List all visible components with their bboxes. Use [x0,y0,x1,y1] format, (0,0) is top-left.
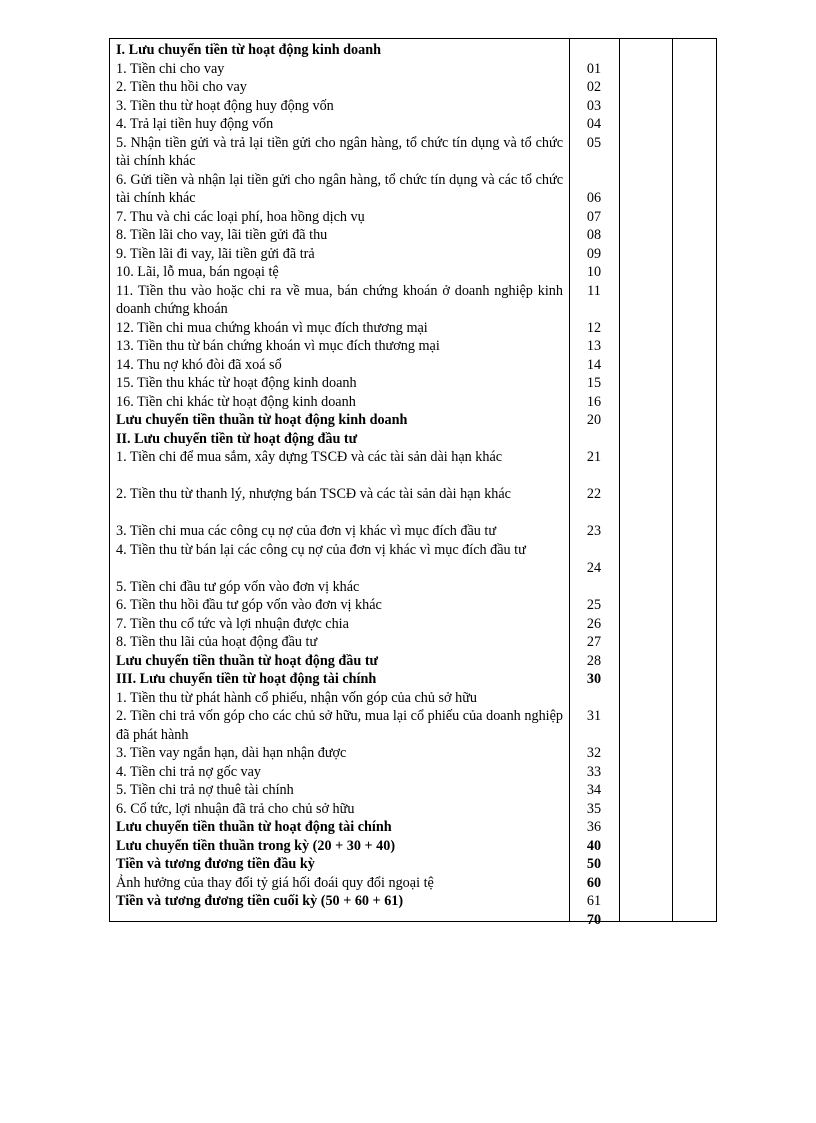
row-label: 3. Tiền thu từ hoạt động huy động vốn [116,97,334,114]
row-label: 11. Tiền thu vào hoặc chi ra về mua, bán chứng khoán ở doanh nghiệp kinh doanh chứng khoán [116,282,563,317]
row-code: 23 [586,523,602,539]
row-label: 10. Lãi, lỗ mua, bán ngoại tệ [116,264,279,280]
row-code: 04 [586,116,602,132]
row-code: 15 [586,375,602,391]
row-label: 6. Gửi tiền và nhận lại tiền gửi cho ngân hàng, tổ chức tín dụng và các tổ chức tài chính khác [116,171,563,206]
row-label: 15. Tiền thu khác từ hoạt động kinh doanh [116,375,357,391]
row-code: 60 [586,874,602,891]
row-label: 9. Tiền lãi đi vay, lãi tiền gửi đã trả [116,245,315,262]
row-code: 34 [586,782,602,798]
column-divider-previous [672,39,673,921]
row-code: 26 [586,615,602,632]
row-code: 13 [586,338,602,354]
row-code: 36 [586,819,602,835]
row-label: 7. Thu và chi các loại phí, hoa hồng dịch vụ [116,208,365,225]
row-label: 3. Tiền chi mua các công cụ nợ của đơn vị khác vì mục đích đầu tư [116,523,497,539]
row-label: 6. Cổ tức, lợi nhuận đã trả cho chủ sở hữu [116,800,355,817]
row-code: 05 [586,134,602,151]
row-code: 32 [586,745,602,761]
row-code: 40 [586,837,602,854]
row-code: 03 [586,97,602,114]
row-label: 13. Tiền thu từ bán chứng khoán vì mục đích thương mại [116,338,440,354]
row-label: 1. Tiền thu từ phát hành cổ phiếu, nhận vốn góp của chủ sở hữu [116,689,477,706]
row-label: Lưu chuyển tiền thuần từ hoạt động đầu tư [116,652,379,669]
row-code: 70 [586,911,602,928]
row-label: 4. Tiền thu từ bán lại các công cụ nợ của đơn vị khác vì mục đích đầu tư [116,541,526,558]
row-code: 01 [586,60,602,77]
row-code: 35 [586,800,602,817]
row-code: 07 [586,208,602,225]
row-label: 2. Tiền chi trả vốn góp cho các chủ sở hữu, mua lại cổ phiếu của doanh nghiệp đã phát hành [116,708,563,743]
row-code: 21 [586,449,602,465]
row-code: 06 [586,190,602,206]
row-label: I. Lưu chuyển tiền từ hoạt động kinh doanh [116,42,382,58]
row-code: 61 [586,893,602,909]
row-label: 6. Tiền thu hồi đầu tư góp vốn vào đơn vị khác [116,597,382,613]
row-code: 12 [586,319,602,336]
row-code: 11 [587,282,601,299]
row-label: Lưu chuyển tiền thuần từ hoạt động tài chính [116,819,392,835]
row-code: 10 [586,264,602,280]
row-code: 27 [586,634,602,650]
row-label: 2. Tiền thu từ thanh lý, nhượng bán TSCĐ và các tài sản dài hạn khác [116,486,511,502]
row-code: 20 [586,412,602,428]
cash-flow-table [109,38,717,928]
row-label: 2. Tiền thu hồi cho vay [116,79,247,95]
row-label: 1. Tiền chi cho vay [116,60,225,77]
row-label: Lưu chuyển tiền thuần trong kỳ (20 + 30 + 40) [116,837,396,854]
row-label: 14. Thu nợ khó đòi đã xoá sổ [116,356,282,373]
row-label: 5. Tiền chi trả nợ thuê tài chính [116,782,294,798]
column-divider-current [619,39,620,921]
row-code: 14 [586,356,602,373]
row-label: Tiền và tương đương tiền cuối kỳ (50 + 60 + 61) [116,893,404,909]
row-label: 5. Tiền chi đầu tư góp vốn vào đơn vị khác [116,578,360,595]
row-label: Lưu chuyển tiền thuần từ hoạt động kinh doanh [116,412,408,428]
row-label: 1. Tiền chi để mua sắm, xây dựng TSCĐ và các tài sản dài hạn khác [116,449,503,465]
row-code: 24 [586,560,602,576]
row-code: 25 [586,597,602,613]
row-code: 30 [586,671,602,687]
row-label: 5. Nhận tiền gửi và trả lại tiền gửi cho ngân hàng, tổ chức tín dụng và tổ chức tài chính khác [116,134,563,169]
row-code: 09 [586,245,602,262]
row-label: Ảnh hưởng của thay đổi tỷ giá hối đoái quy đổi ngoại tệ [116,874,434,891]
row-code: 08 [586,227,602,243]
row-code: 02 [586,79,602,95]
row-label: 4. Tiền chi trả nợ gốc vay [116,763,262,780]
row-label: 3. Tiền vay ngắn hạn, dài hạn nhận được [116,745,347,761]
row-label: 12. Tiền chi mua chứng khoán vì mục đích thương mại [116,319,428,336]
row-label: 4. Trả lại tiền huy động vốn [116,116,274,132]
row-label: 8. Tiền thu lãi của hoạt động đầu tư [116,634,318,650]
row-label: 7. Tiền thu cổ tức và lợi nhuận được chia [116,615,349,632]
row-code: 16 [586,393,602,410]
row-code: 22 [586,486,602,502]
row-code: 33 [586,763,602,780]
row-label: Tiền và tương đương tiền đầu kỳ [116,856,315,872]
row-code: 50 [586,856,602,872]
row-label: II. Lưu chuyển tiền từ hoạt động đầu tư [116,430,358,447]
row-code: 31 [586,708,602,724]
row-label: III. Lưu chuyển tiền từ hoạt động tài chính [116,671,377,687]
row-label: 8. Tiền lãi cho vay, lãi tiền gửi đã thu [116,227,328,243]
row-label: 16. Tiền chi khác từ hoạt động kinh doanh [116,393,356,410]
row-code: 28 [586,652,602,669]
